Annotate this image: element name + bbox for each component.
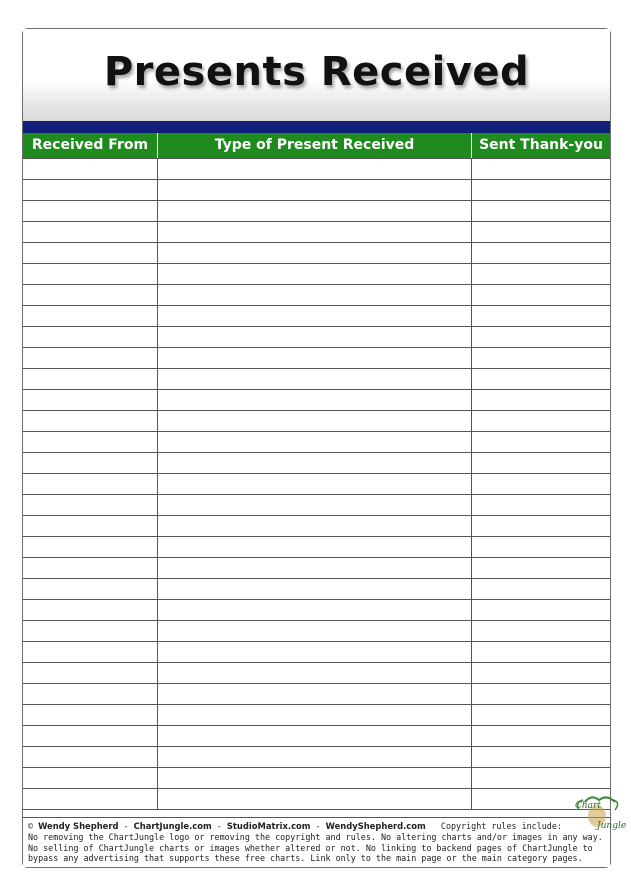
present-type-cell[interactable]: [158, 285, 472, 305]
present-type-cell[interactable]: [158, 495, 472, 515]
thank-you-cell[interactable]: [472, 642, 610, 662]
thank-you-cell[interactable]: [472, 327, 610, 347]
table-row: [23, 579, 610, 600]
thank-you-cell[interactable]: [472, 516, 610, 536]
received-from-cell[interactable]: [23, 495, 158, 515]
table-row: [23, 474, 610, 495]
table-row: [23, 747, 610, 768]
present-type-cell[interactable]: [158, 453, 472, 473]
column-header-received-from: Received From: [23, 133, 158, 158]
table-row: [23, 201, 610, 222]
thank-you-cell[interactable]: [472, 348, 610, 368]
page-title: Presents Received: [103, 49, 530, 95]
table-row: [23, 558, 610, 579]
received-from-cell[interactable]: [23, 642, 158, 662]
present-type-cell[interactable]: [158, 348, 472, 368]
received-from-cell[interactable]: [23, 747, 158, 767]
table-row: [23, 789, 610, 810]
chart-sheet: [22, 28, 611, 868]
received-from-cell[interactable]: [23, 390, 158, 410]
present-type-cell[interactable]: [158, 390, 472, 410]
present-type-cell[interactable]: [158, 768, 472, 788]
present-type-cell[interactable]: [158, 621, 472, 641]
present-type-cell[interactable]: [158, 306, 472, 326]
table-row: [23, 369, 610, 390]
thank-you-cell[interactable]: [472, 411, 610, 431]
credit-site-1: ChartJungle.com: [133, 821, 212, 831]
table-row: [23, 600, 610, 621]
table-row: [23, 390, 610, 411]
thank-you-cell[interactable]: [472, 264, 610, 284]
table-row: [23, 495, 610, 516]
received-from-cell[interactable]: [23, 222, 158, 242]
table-body: [23, 159, 610, 810]
table-row: [23, 348, 610, 369]
received-from-cell[interactable]: [23, 516, 158, 536]
table-row: [23, 516, 610, 537]
table-row: [23, 159, 610, 180]
logo-text-chart: Chart: [575, 801, 601, 811]
table-row: [23, 621, 610, 642]
present-type-cell[interactable]: [158, 180, 472, 200]
credit-site-2: StudioMatrix.com: [226, 821, 311, 831]
received-from-cell[interactable]: [23, 705, 158, 725]
present-type-cell[interactable]: [158, 264, 472, 284]
thank-you-cell[interactable]: [472, 285, 610, 305]
logo-text-jungle: Jungle: [597, 821, 627, 831]
table-row: [23, 768, 610, 789]
received-from-cell[interactable]: [23, 558, 158, 578]
present-type-cell[interactable]: [158, 474, 472, 494]
present-type-cell[interactable]: [158, 789, 472, 809]
table-row: [23, 243, 610, 264]
table-row: [23, 642, 610, 663]
thank-you-cell[interactable]: [472, 600, 610, 620]
footer-line-3: No selling of ChartJungle charts or images whether altered or not. No linking to backend pages of ChartJungle to: [28, 842, 593, 853]
table-row: [23, 285, 610, 306]
received-from-cell[interactable]: [23, 663, 158, 683]
thank-you-cell[interactable]: [472, 306, 610, 326]
present-type-cell[interactable]: [158, 705, 472, 725]
table-row: [23, 684, 610, 705]
present-type-cell[interactable]: [158, 516, 472, 536]
present-type-cell[interactable]: [158, 558, 472, 578]
present-type-cell[interactable]: [158, 726, 472, 746]
thank-you-cell[interactable]: [472, 390, 610, 410]
title-area: [23, 29, 610, 121]
table-row: [23, 453, 610, 474]
thank-you-cell[interactable]: [472, 432, 610, 452]
thank-you-cell[interactable]: [472, 726, 610, 746]
column-header-sent-thank-you: Sent Thank-you: [479, 137, 603, 153]
thank-you-cell[interactable]: [472, 369, 610, 389]
present-type-cell[interactable]: [158, 222, 472, 242]
thank-you-cell[interactable]: [472, 663, 610, 683]
present-type-cell[interactable]: [158, 600, 472, 620]
thank-you-cell[interactable]: [472, 453, 610, 473]
received-from-cell[interactable]: [23, 201, 158, 221]
thank-you-cell[interactable]: [472, 201, 610, 221]
table-row: [23, 705, 610, 726]
received-from-cell[interactable]: [23, 369, 158, 389]
received-from-cell[interactable]: [23, 789, 158, 809]
present-type-cell[interactable]: [158, 159, 472, 179]
received-from-cell[interactable]: [23, 684, 158, 704]
received-from-cell[interactable]: [23, 243, 158, 263]
table-row: [23, 537, 610, 558]
table-row: [23, 180, 610, 201]
footer-line-1: © Wendy Shepherd - ChartJungle.com - StudioMatrix.com - WendyShepherd.com Copyright rules include:: [28, 821, 562, 831]
thank-you-cell[interactable]: [472, 222, 610, 242]
received-from-cell[interactable]: [23, 768, 158, 788]
received-from-cell[interactable]: [23, 432, 158, 452]
table-row: [23, 327, 610, 348]
received-from-cell[interactable]: [23, 726, 158, 746]
thank-you-cell[interactable]: [472, 684, 610, 704]
copyright-intro: Copyright rules include:: [440, 821, 562, 831]
received-from-cell[interactable]: [23, 348, 158, 368]
received-from-cell[interactable]: [23, 306, 158, 326]
thank-you-cell[interactable]: [472, 180, 610, 200]
thank-you-cell[interactable]: [472, 705, 610, 725]
thank-you-cell[interactable]: [472, 495, 610, 515]
footer-line-2: No removing the ChartJungle logo or removing the copyright and rules. No altering charts and/or images in any way.: [28, 831, 603, 842]
thank-you-cell[interactable]: [472, 558, 610, 578]
table-row: [23, 432, 610, 453]
table-row: [23, 726, 610, 747]
table-row: [23, 411, 610, 432]
present-type-cell[interactable]: [158, 327, 472, 347]
received-from-cell[interactable]: [23, 411, 158, 431]
thank-you-cell[interactable]: [472, 474, 610, 494]
credit-name: Wendy Shepherd: [38, 821, 119, 831]
footer-copyright: [23, 817, 610, 867]
present-type-cell[interactable]: [158, 243, 472, 263]
received-from-cell[interactable]: [23, 453, 158, 473]
present-type-cell[interactable]: [158, 663, 472, 683]
present-type-cell[interactable]: [158, 642, 472, 662]
table-row: [23, 663, 610, 684]
received-from-cell[interactable]: [23, 600, 158, 620]
credit-site-3: WendyShepherd.com: [325, 821, 426, 831]
thank-you-cell[interactable]: [472, 243, 610, 263]
thank-you-cell[interactable]: [472, 537, 610, 557]
received-from-cell[interactable]: [23, 327, 158, 347]
received-from-cell[interactable]: [23, 474, 158, 494]
received-from-cell[interactable]: [23, 159, 158, 179]
present-type-cell[interactable]: [158, 411, 472, 431]
present-type-cell[interactable]: [158, 201, 472, 221]
present-type-cell[interactable]: [158, 747, 472, 767]
table-header: [23, 133, 610, 159]
thank-you-cell[interactable]: [472, 579, 610, 599]
column-header-type-of-present: Type of Present Received: [158, 133, 472, 158]
present-type-cell[interactable]: [158, 432, 472, 452]
present-type-cell[interactable]: [158, 369, 472, 389]
received-from-cell[interactable]: [23, 621, 158, 641]
received-from-cell[interactable]: [23, 264, 158, 284]
received-from-cell[interactable]: [23, 579, 158, 599]
footer-line-4: bypass any advertising that supports these free charts. Link only to the main page or the main category pages.: [28, 853, 583, 864]
thank-you-cell[interactable]: [472, 768, 610, 788]
thank-you-cell[interactable]: [472, 621, 610, 641]
chartjungle-logo: [571, 792, 627, 832]
table-row: [23, 306, 610, 327]
received-from-cell[interactable]: [23, 537, 158, 557]
present-type-cell[interactable]: [158, 579, 472, 599]
table-row: [23, 264, 610, 285]
present-type-cell[interactable]: [158, 684, 472, 704]
received-from-cell[interactable]: [23, 285, 158, 305]
title-divider-band: [23, 121, 610, 133]
table-row: [23, 222, 610, 243]
thank-you-cell[interactable]: [472, 159, 610, 179]
thank-you-cell[interactable]: [472, 747, 610, 767]
received-from-cell[interactable]: [23, 180, 158, 200]
present-type-cell[interactable]: [158, 537, 472, 557]
